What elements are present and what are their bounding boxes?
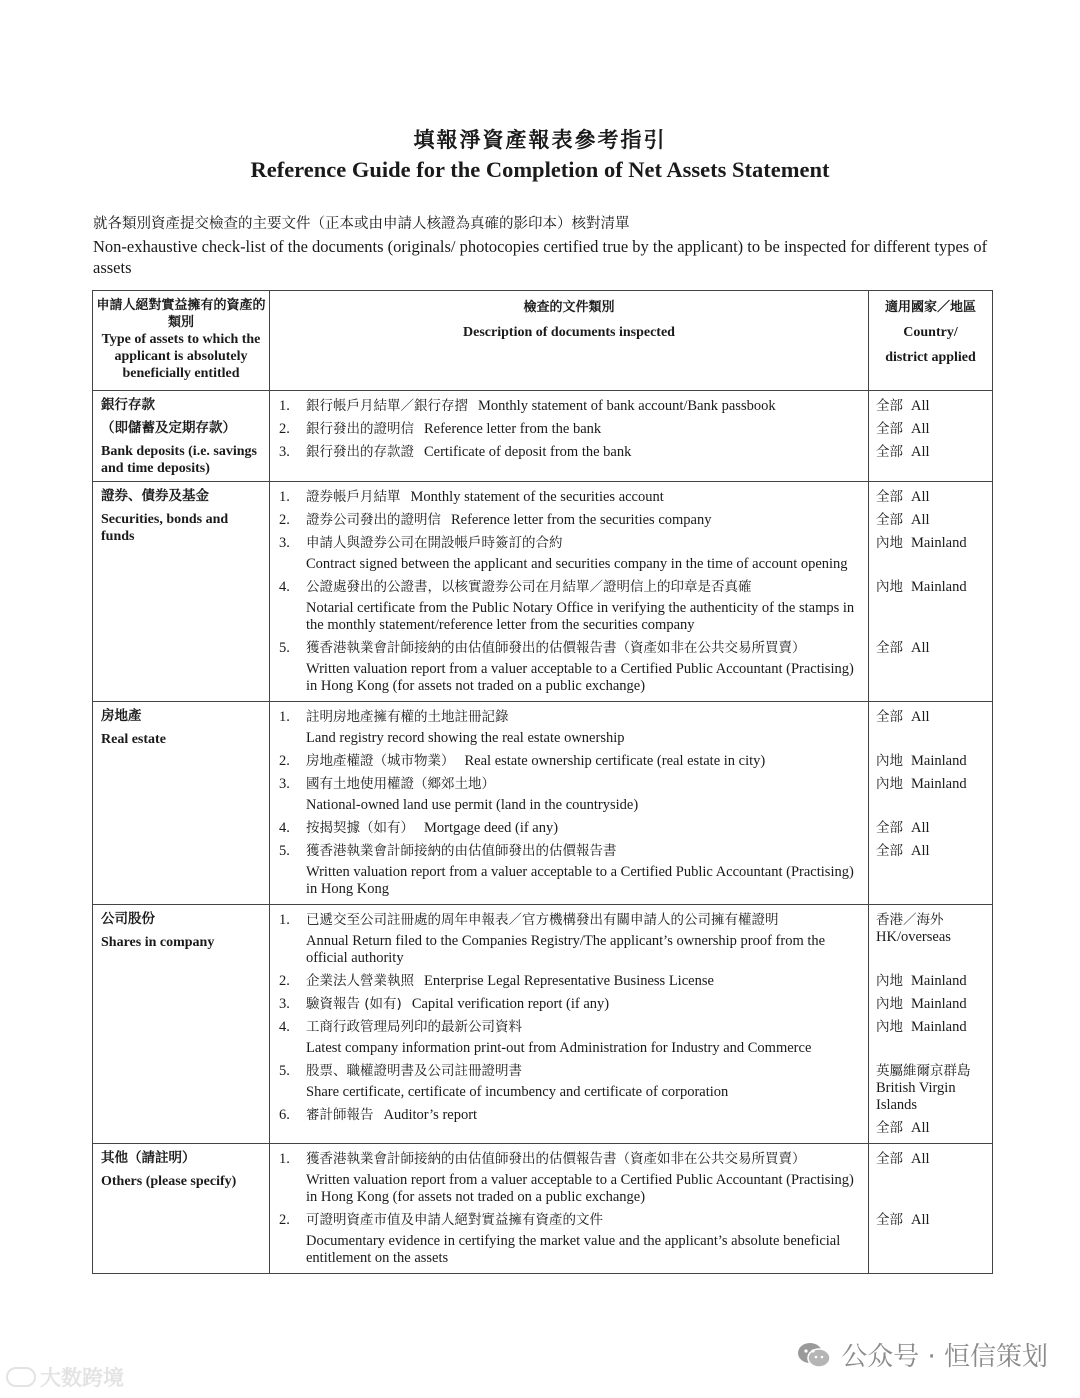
item-text-zh: 銀行發出的存款證	[306, 444, 414, 460]
header-type-zh: 申請人絕對實益擁有的資產的類別	[96, 298, 266, 330]
item-number: 2.	[279, 753, 290, 769]
header-country-zh: 適用國家／地區	[884, 300, 976, 315]
country-zh: 香港／海外	[876, 912, 944, 928]
item-text-en: Enterprise Legal Representative Business License	[424, 973, 714, 989]
item-text-en: Latest company information print-out from Administration for Industry and Commerce	[306, 1040, 812, 1056]
country-item	[869, 395, 992, 418]
country-en: All	[911, 398, 930, 414]
country-item	[869, 1209, 992, 1270]
country-zh: 內地	[876, 535, 903, 551]
asset-type-en: Securities, bonds and funds	[101, 512, 229, 544]
asset-type-zh: 房地產	[101, 708, 142, 724]
documents-cell	[270, 702, 869, 905]
watermark-right-text: 公众号 · 恒信策划	[841, 1342, 1048, 1372]
item-text-en: Real estate ownership certificate (real estate in city)	[464, 753, 766, 769]
item-number: 3.	[279, 444, 290, 460]
item-number: 1.	[279, 912, 290, 928]
watermark-logo-icon	[6, 1367, 36, 1387]
asset-type-cell	[93, 905, 270, 1144]
country-zh: 全部	[876, 512, 903, 528]
document-item	[270, 773, 868, 817]
item-number: 5.	[279, 640, 290, 656]
item-text-zh: 可證明資產市值及申請人絕對實益擁有資產的文件	[306, 1212, 603, 1228]
header-country	[869, 291, 993, 391]
country-zh: 全部	[876, 1120, 903, 1136]
item-text-zh: 驗資報告 (如有)	[306, 996, 402, 1012]
item-text	[306, 1151, 868, 1206]
page-title-zh: 填報淨資產報表參考指引	[413, 128, 667, 152]
item-text-en: National-owned land use permit (land in the countryside)	[306, 797, 639, 813]
item-text	[306, 579, 868, 634]
country-item	[869, 1117, 992, 1140]
item-text-zh: 國有土地使用權證（鄉郊土地）	[306, 776, 495, 792]
item-text-zh: 申請人與證券公司在開設帳戶時簽訂的合約	[306, 535, 563, 551]
item-text-en: Reference letter from the bank	[424, 421, 602, 437]
country-cell	[869, 1144, 993, 1274]
country-item	[869, 840, 992, 901]
asset-type-en: Others (please specify)	[101, 1174, 237, 1189]
country-en: Mainland	[911, 1019, 967, 1035]
asset-type-cell	[93, 391, 270, 482]
country-item	[869, 1148, 992, 1209]
country-en: All	[911, 1120, 930, 1136]
country-item	[869, 993, 992, 1016]
document-item	[270, 1016, 868, 1060]
watermark-left-text: 大数跨境	[40, 1366, 124, 1390]
item-text	[306, 753, 868, 770]
document-item	[270, 817, 868, 840]
item-text-en: Written valuation report from a valuer acceptable to a Certified Public Accountant (Practising) in Hong Kong	[306, 864, 854, 897]
item-text-en: Land registry record showing the real estate ownership	[306, 730, 625, 746]
asset-type-zh: 證券、債券及基金	[101, 488, 209, 504]
item-text-zh: 按揭契據（如有）	[306, 820, 414, 836]
intro-zh: 就各類別資產提交檢查的主要文件（正本或由申請人核證為真確的影印本）核對清單	[93, 216, 630, 232]
country-item	[869, 637, 992, 698]
item-text	[306, 1107, 868, 1124]
item-text-en: Capital verification report (if any)	[411, 996, 610, 1012]
asset-type-cell	[93, 482, 270, 702]
item-text-en: Notarial certificate from the Public Notary Office in verifying the authenticity of the stamps in the monthly statement/reference letter from the securities company	[306, 600, 855, 633]
asset-type-cell	[93, 1144, 270, 1274]
country-zh: 內地	[876, 579, 903, 595]
item-text-en: Written valuation report from a valuer acceptable to a Certified Public Accountant (Practising) in Hong Kong (for assets not traded on a public exchange)	[306, 661, 854, 694]
country-zh: 全部	[876, 843, 903, 859]
document-item	[270, 576, 868, 637]
item-text	[306, 912, 868, 967]
country-cell	[869, 482, 993, 702]
table-row	[93, 905, 993, 1144]
asset-type-zh: 銀行存款	[101, 397, 155, 413]
document-item	[270, 486, 868, 509]
document-item	[270, 993, 868, 1016]
country-en: Mainland	[911, 535, 967, 551]
item-text	[306, 535, 868, 573]
country-zh: 全部	[876, 489, 903, 505]
documents-cell	[270, 391, 869, 482]
item-number: 4.	[279, 1019, 290, 1035]
country-item	[869, 418, 992, 441]
item-text-zh: 證券帳戶月結單	[306, 489, 401, 505]
item-text	[306, 1212, 868, 1267]
item-text-zh: 股票、職權證明書及公司註冊證明書	[306, 1063, 522, 1079]
item-number: 1.	[279, 709, 290, 725]
country-en: Mainland	[911, 579, 967, 595]
country-item	[869, 441, 992, 464]
checklist-table	[92, 290, 993, 1274]
documents-cell	[270, 1144, 869, 1274]
wechat-icon	[797, 1341, 831, 1369]
country-cell	[869, 905, 993, 1144]
document-item	[270, 1060, 868, 1104]
item-text	[306, 489, 868, 506]
document-item	[270, 750, 868, 773]
asset-type-zh-note: （即儲蓄及定期存款）	[101, 420, 236, 436]
item-text-zh: 工商行政管理局列印的最新公司資料	[306, 1019, 522, 1035]
country-zh: 英屬維爾京群島	[876, 1063, 971, 1079]
document-item	[270, 1148, 868, 1209]
country-zh: 內地	[876, 753, 903, 769]
country-item	[869, 576, 992, 637]
country-en: All	[911, 444, 930, 460]
item-number: 2.	[279, 1212, 290, 1228]
country-en: HK/overseas	[876, 929, 951, 945]
country-zh: 內地	[876, 776, 903, 792]
table-row	[93, 482, 993, 702]
country-item	[869, 486, 992, 509]
document-item	[270, 970, 868, 993]
country-cell	[869, 391, 993, 482]
item-number: 1.	[279, 398, 290, 414]
item-text-en: Monthly statement of bank account/Bank passbook	[478, 398, 776, 414]
country-en: All	[911, 640, 930, 656]
item-text	[306, 820, 868, 837]
document-item	[270, 441, 868, 464]
item-text-en: Contract signed between the applicant and securities company in the time of account opening	[306, 556, 848, 572]
documents-cell	[270, 482, 869, 702]
item-text	[306, 1019, 868, 1057]
watermark-left	[6, 1362, 124, 1392]
item-text	[306, 996, 868, 1013]
country-zh: 內地	[876, 973, 903, 989]
country-zh: 內地	[876, 1019, 903, 1035]
item-number: 2.	[279, 512, 290, 528]
item-text-zh: 註明房地產擁有權的土地註冊記錄	[306, 709, 509, 725]
item-number: 1.	[279, 1151, 290, 1167]
country-en: All	[911, 489, 930, 505]
document-item	[270, 532, 868, 576]
header-desc-en: Description of documents inspected	[463, 325, 675, 340]
document-item	[270, 909, 868, 970]
item-text-zh: 銀行發出的證明信	[306, 421, 414, 437]
item-text-en: Mortgage deed (if any)	[424, 820, 559, 836]
table-row	[93, 702, 993, 905]
country-item	[869, 773, 992, 817]
item-text	[306, 776, 868, 814]
document-item	[270, 840, 868, 901]
country-zh: 全部	[876, 1151, 903, 1167]
watermark-right	[797, 1336, 1048, 1373]
asset-type-zh: 公司股份	[101, 911, 155, 927]
country-zh: 全部	[876, 640, 903, 656]
country-en: All	[911, 421, 930, 437]
item-number: 3.	[279, 535, 290, 551]
table-header-row	[93, 291, 993, 391]
item-text-zh: 獲香港執業會計師接納的由估值師發出的估價報告書（資產如非在公共交易所買賣）	[306, 1151, 806, 1167]
country-zh: 內地	[876, 996, 903, 1012]
asset-type-cell	[93, 702, 270, 905]
item-text	[306, 512, 868, 529]
document-item	[270, 1104, 868, 1127]
country-item	[869, 909, 992, 970]
country-en: All	[911, 709, 930, 725]
intro-en: Non-exhaustive check-list of the documents (originals/ photocopies certified true by the applicant) to be inspected for different types of assets	[93, 237, 988, 277]
country-en: Mainland	[911, 776, 967, 792]
country-zh: 全部	[876, 421, 903, 437]
country-en: All	[911, 820, 930, 836]
country-en: All	[911, 843, 930, 859]
country-zh: 全部	[876, 1212, 903, 1228]
document-item	[270, 637, 868, 698]
country-item	[869, 509, 992, 532]
country-cell	[869, 702, 993, 905]
country-en: All	[911, 512, 930, 528]
country-item	[869, 706, 992, 750]
table-row	[93, 391, 993, 482]
country-zh: 全部	[876, 709, 903, 725]
item-text	[306, 421, 868, 438]
item-text-en: Certificate of deposit from the bank	[424, 444, 632, 460]
country-zh: 全部	[876, 820, 903, 836]
country-item	[869, 817, 992, 840]
asset-type-en: Real estate	[101, 732, 166, 747]
item-text-zh: 獲香港執業會計師接納的由估值師發出的估價報告書	[306, 843, 617, 859]
table-row	[93, 1144, 993, 1274]
item-number: 2.	[279, 973, 290, 989]
document-item	[270, 1209, 868, 1270]
item-text	[306, 444, 868, 461]
item-text-zh: 公證處發出的公證書，以核實證券公司在月結單／證明信上的印章是否真確	[306, 579, 752, 595]
country-item	[869, 532, 992, 576]
item-text-en: Reference letter from the securities company	[451, 512, 712, 528]
item-text-zh: 企業法人營業執照	[306, 973, 414, 989]
item-text-en: Auditor’s report	[383, 1107, 478, 1123]
document-item	[270, 418, 868, 441]
header-country-en2: district applied	[885, 350, 976, 365]
country-en: Mainland	[911, 973, 967, 989]
country-zh: 全部	[876, 444, 903, 460]
item-number: 4.	[279, 579, 290, 595]
country-item	[869, 750, 992, 773]
country-en: Mainland	[911, 753, 967, 769]
item-text-en: Monthly statement of the securities account	[410, 489, 664, 505]
item-text-zh: 銀行帳戶月結單／銀行存摺	[306, 398, 468, 414]
country-en: Mainland	[911, 996, 967, 1012]
country-item	[869, 970, 992, 993]
asset-type-en: Bank deposits (i.e. savings and time deposits)	[101, 444, 257, 476]
item-text-zh: 房地產權證（城市物業）	[306, 753, 455, 769]
item-text	[306, 640, 868, 695]
item-text-zh: 審計師報告	[306, 1107, 374, 1123]
item-text	[306, 843, 868, 898]
item-text-en: Documentary evidence in certifying the market value and the applicant’s absolute beneficial entitlement on the assets	[306, 1233, 841, 1266]
country-en: All	[911, 1212, 930, 1228]
item-text	[306, 398, 868, 415]
country-en: All	[911, 1151, 930, 1167]
header-type-en: Type of assets to which the applicant is absolutely beneficially entitled	[101, 332, 261, 381]
item-number: 1.	[279, 489, 290, 505]
asset-type-zh: 其他（請註明）	[101, 1150, 196, 1166]
item-text	[306, 973, 868, 990]
item-number: 4.	[279, 820, 290, 836]
document-item	[270, 395, 868, 418]
item-number: 2.	[279, 421, 290, 437]
country-item	[869, 1060, 992, 1117]
item-text-zh: 證券公司發出的證明信	[306, 512, 441, 528]
item-number: 5.	[279, 843, 290, 859]
country-en: British Virgin Islands	[876, 1080, 956, 1113]
item-text-zh: 已遞交至公司註冊處的周年申報表／官方機構發出有關申請人的公司擁有權證明	[306, 912, 779, 928]
item-number: 3.	[279, 776, 290, 792]
item-text	[306, 709, 868, 747]
asset-type-en: Shares in company	[101, 935, 215, 950]
item-text-zh: 獲香港執業會計師接納的由估值師發出的估價報告書（資產如非在公共交易所買賣）	[306, 640, 806, 656]
item-text	[306, 1063, 868, 1101]
item-text-en: Written valuation report from a valuer acceptable to a Certified Public Accountant (Practising) in Hong Kong (for assets not traded on a public exchange)	[306, 1172, 854, 1205]
country-zh: 全部	[876, 398, 903, 414]
header-country-en1: Country/	[903, 325, 958, 340]
header-type	[93, 291, 270, 391]
header-desc-zh: 檢查的文件類別	[523, 300, 615, 315]
header-description	[270, 291, 869, 391]
item-text-en: Annual Return filed to the Companies Registry/The applicant’s ownership proof from the official authority	[306, 933, 826, 966]
item-text-en: Share certificate, certificate of incumbency and certificate of corporation	[306, 1084, 729, 1100]
country-item	[869, 1016, 992, 1060]
item-number: 5.	[279, 1063, 290, 1079]
document-item	[270, 706, 868, 750]
item-number: 3.	[279, 996, 290, 1012]
documents-cell	[270, 905, 869, 1144]
item-number: 6.	[279, 1107, 290, 1123]
page-title-en: Reference Guide for the Completion of Net Assets Statement	[250, 157, 830, 182]
document-item	[270, 509, 868, 532]
